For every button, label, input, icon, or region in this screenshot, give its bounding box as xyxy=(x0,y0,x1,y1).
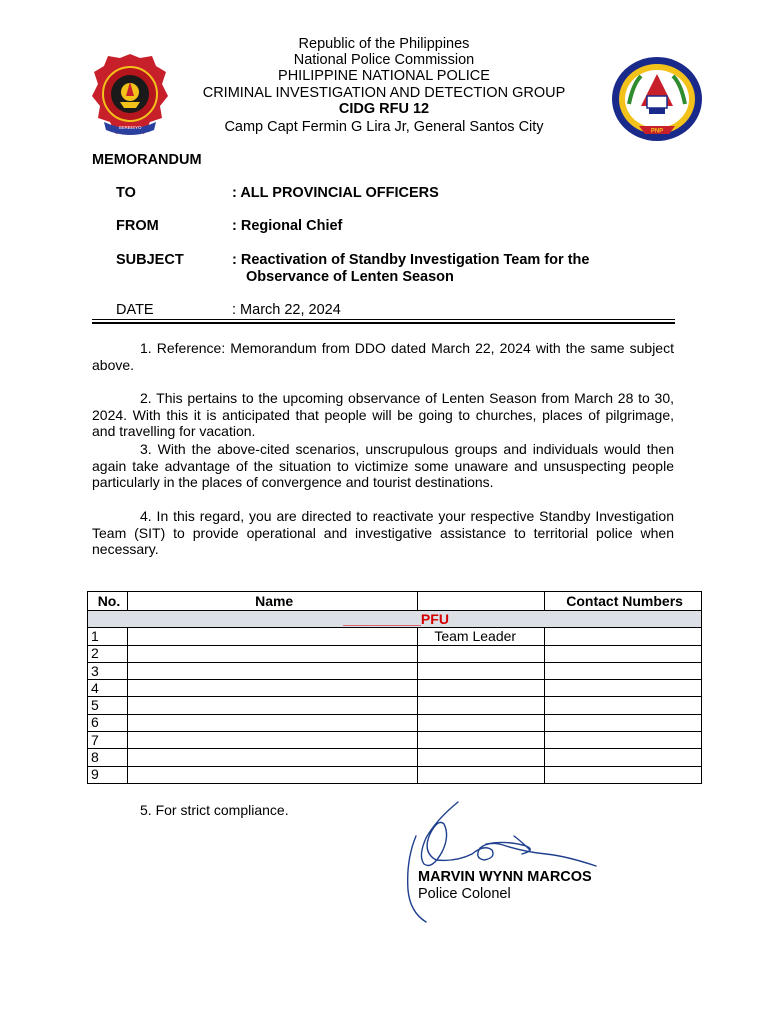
paragraph-2: 2. This pertains to the upcoming observance of Lenten Season from March 28 to 30, 2024. With this it is anticipated that people will be going to churches, places of pilgrimage, and travelling for vacation. xyxy=(92,390,674,440)
paragraph-5: 5. For strict compliance. xyxy=(140,802,289,818)
row-name xyxy=(127,628,417,645)
table-row xyxy=(88,662,702,679)
col-header-role xyxy=(418,592,545,611)
col-header-contact: Contact Numbers xyxy=(545,592,702,611)
row-contact xyxy=(545,697,702,714)
row-number: 6 xyxy=(88,714,128,731)
paragraph-3: 3. With the above-cited scenarios, unscrupulous groups and individuals would then again take advantage of the situation to victimize some unaware and unsuspecting people particularly in the places of convergence and tourist destinations. xyxy=(92,441,674,491)
signatory-rank: Police Colonel xyxy=(418,886,511,902)
row-contact xyxy=(545,732,702,749)
col-header-name: Name xyxy=(127,592,417,611)
table-row xyxy=(88,766,702,783)
row-number: 8 xyxy=(88,749,128,766)
table-header-row xyxy=(88,592,702,611)
subject-value-line2: Observance of Lenten Season xyxy=(246,269,454,285)
table-row xyxy=(88,628,702,645)
roster-table xyxy=(87,591,702,784)
row-name xyxy=(127,766,417,783)
date-label: DATE xyxy=(116,302,154,318)
svg-text:SERBISYO: SERBISYO xyxy=(118,125,142,130)
row-role xyxy=(418,680,545,697)
table-row xyxy=(88,645,702,662)
col-header-no: No. xyxy=(88,592,128,611)
signatory-name: MARVIN WYNN MARCOS xyxy=(418,869,592,885)
row-name xyxy=(127,714,417,731)
header-pnp: PHILIPPINE NATIONAL POLICE xyxy=(278,68,490,84)
header-republic: Republic of the Philippines xyxy=(298,36,470,52)
to-value: : ALL PROVINCIAL OFFICERS xyxy=(232,185,439,201)
row-number: 7 xyxy=(88,732,128,749)
row-role xyxy=(418,645,545,662)
row-contact xyxy=(545,749,702,766)
row-contact xyxy=(545,680,702,697)
row-role xyxy=(418,749,545,766)
header-cidg: CRIMINAL INVESTIGATION AND DETECTION GROUP xyxy=(202,85,566,101)
group-row xyxy=(88,611,702,628)
header-unit: CIDG RFU 12 xyxy=(338,101,430,117)
row-name xyxy=(127,645,417,662)
row-role xyxy=(418,714,545,731)
row-number: 3 xyxy=(88,662,128,679)
row-contact xyxy=(545,662,702,679)
table-row xyxy=(88,697,702,714)
subject-label: SUBJECT xyxy=(116,252,184,268)
row-role xyxy=(418,697,545,714)
row-role xyxy=(418,662,545,679)
row-name xyxy=(127,732,417,749)
row-contact xyxy=(545,714,702,731)
paragraph-1: 1. Reference: Memorandum from DDO dated March 22, 2024 with the same subject above. xyxy=(92,340,674,373)
paragraph-4: 4. In this regard, you are directed to reactivate your respective Standby Investigation Team (SIT) to provide operational and investigative assistance to territorial police when necessary. xyxy=(92,508,674,558)
date-value: : March 22, 2024 xyxy=(232,302,341,318)
header-divider-double xyxy=(92,322,675,324)
row-role: Team Leader xyxy=(418,628,545,645)
row-contact xyxy=(545,645,702,662)
table-row xyxy=(88,749,702,766)
header-divider xyxy=(92,319,675,320)
svg-text:PNP: PNP xyxy=(650,128,664,135)
row-number: 9 xyxy=(88,766,128,783)
header-address: Camp Capt Fermin G Lira Jr, General Santos City xyxy=(224,119,544,135)
from-label: FROM xyxy=(116,218,159,234)
row-number: 1 xyxy=(88,628,128,645)
header-napolcom: National Police Commission xyxy=(293,52,475,68)
to-label: TO xyxy=(116,185,136,201)
table-row xyxy=(88,714,702,731)
row-role xyxy=(418,732,545,749)
row-name xyxy=(127,697,417,714)
row-number: 2 xyxy=(88,645,128,662)
subject-value-line1: : Reactivation of Standby Investigation Team for the xyxy=(232,252,590,268)
group-label: __________PFU xyxy=(88,611,702,628)
table-row xyxy=(88,732,702,749)
memo-heading: MEMORANDUM xyxy=(92,152,202,168)
row-number: 4 xyxy=(88,680,128,697)
row-contact xyxy=(545,628,702,645)
row-name xyxy=(127,749,417,766)
row-role xyxy=(418,766,545,783)
row-number: 5 xyxy=(88,697,128,714)
handwritten-signature xyxy=(396,800,616,925)
table-row xyxy=(88,680,702,697)
row-contact xyxy=(545,766,702,783)
row-name xyxy=(127,662,417,679)
from-value: : Regional Chief xyxy=(232,218,343,234)
row-name xyxy=(127,680,417,697)
